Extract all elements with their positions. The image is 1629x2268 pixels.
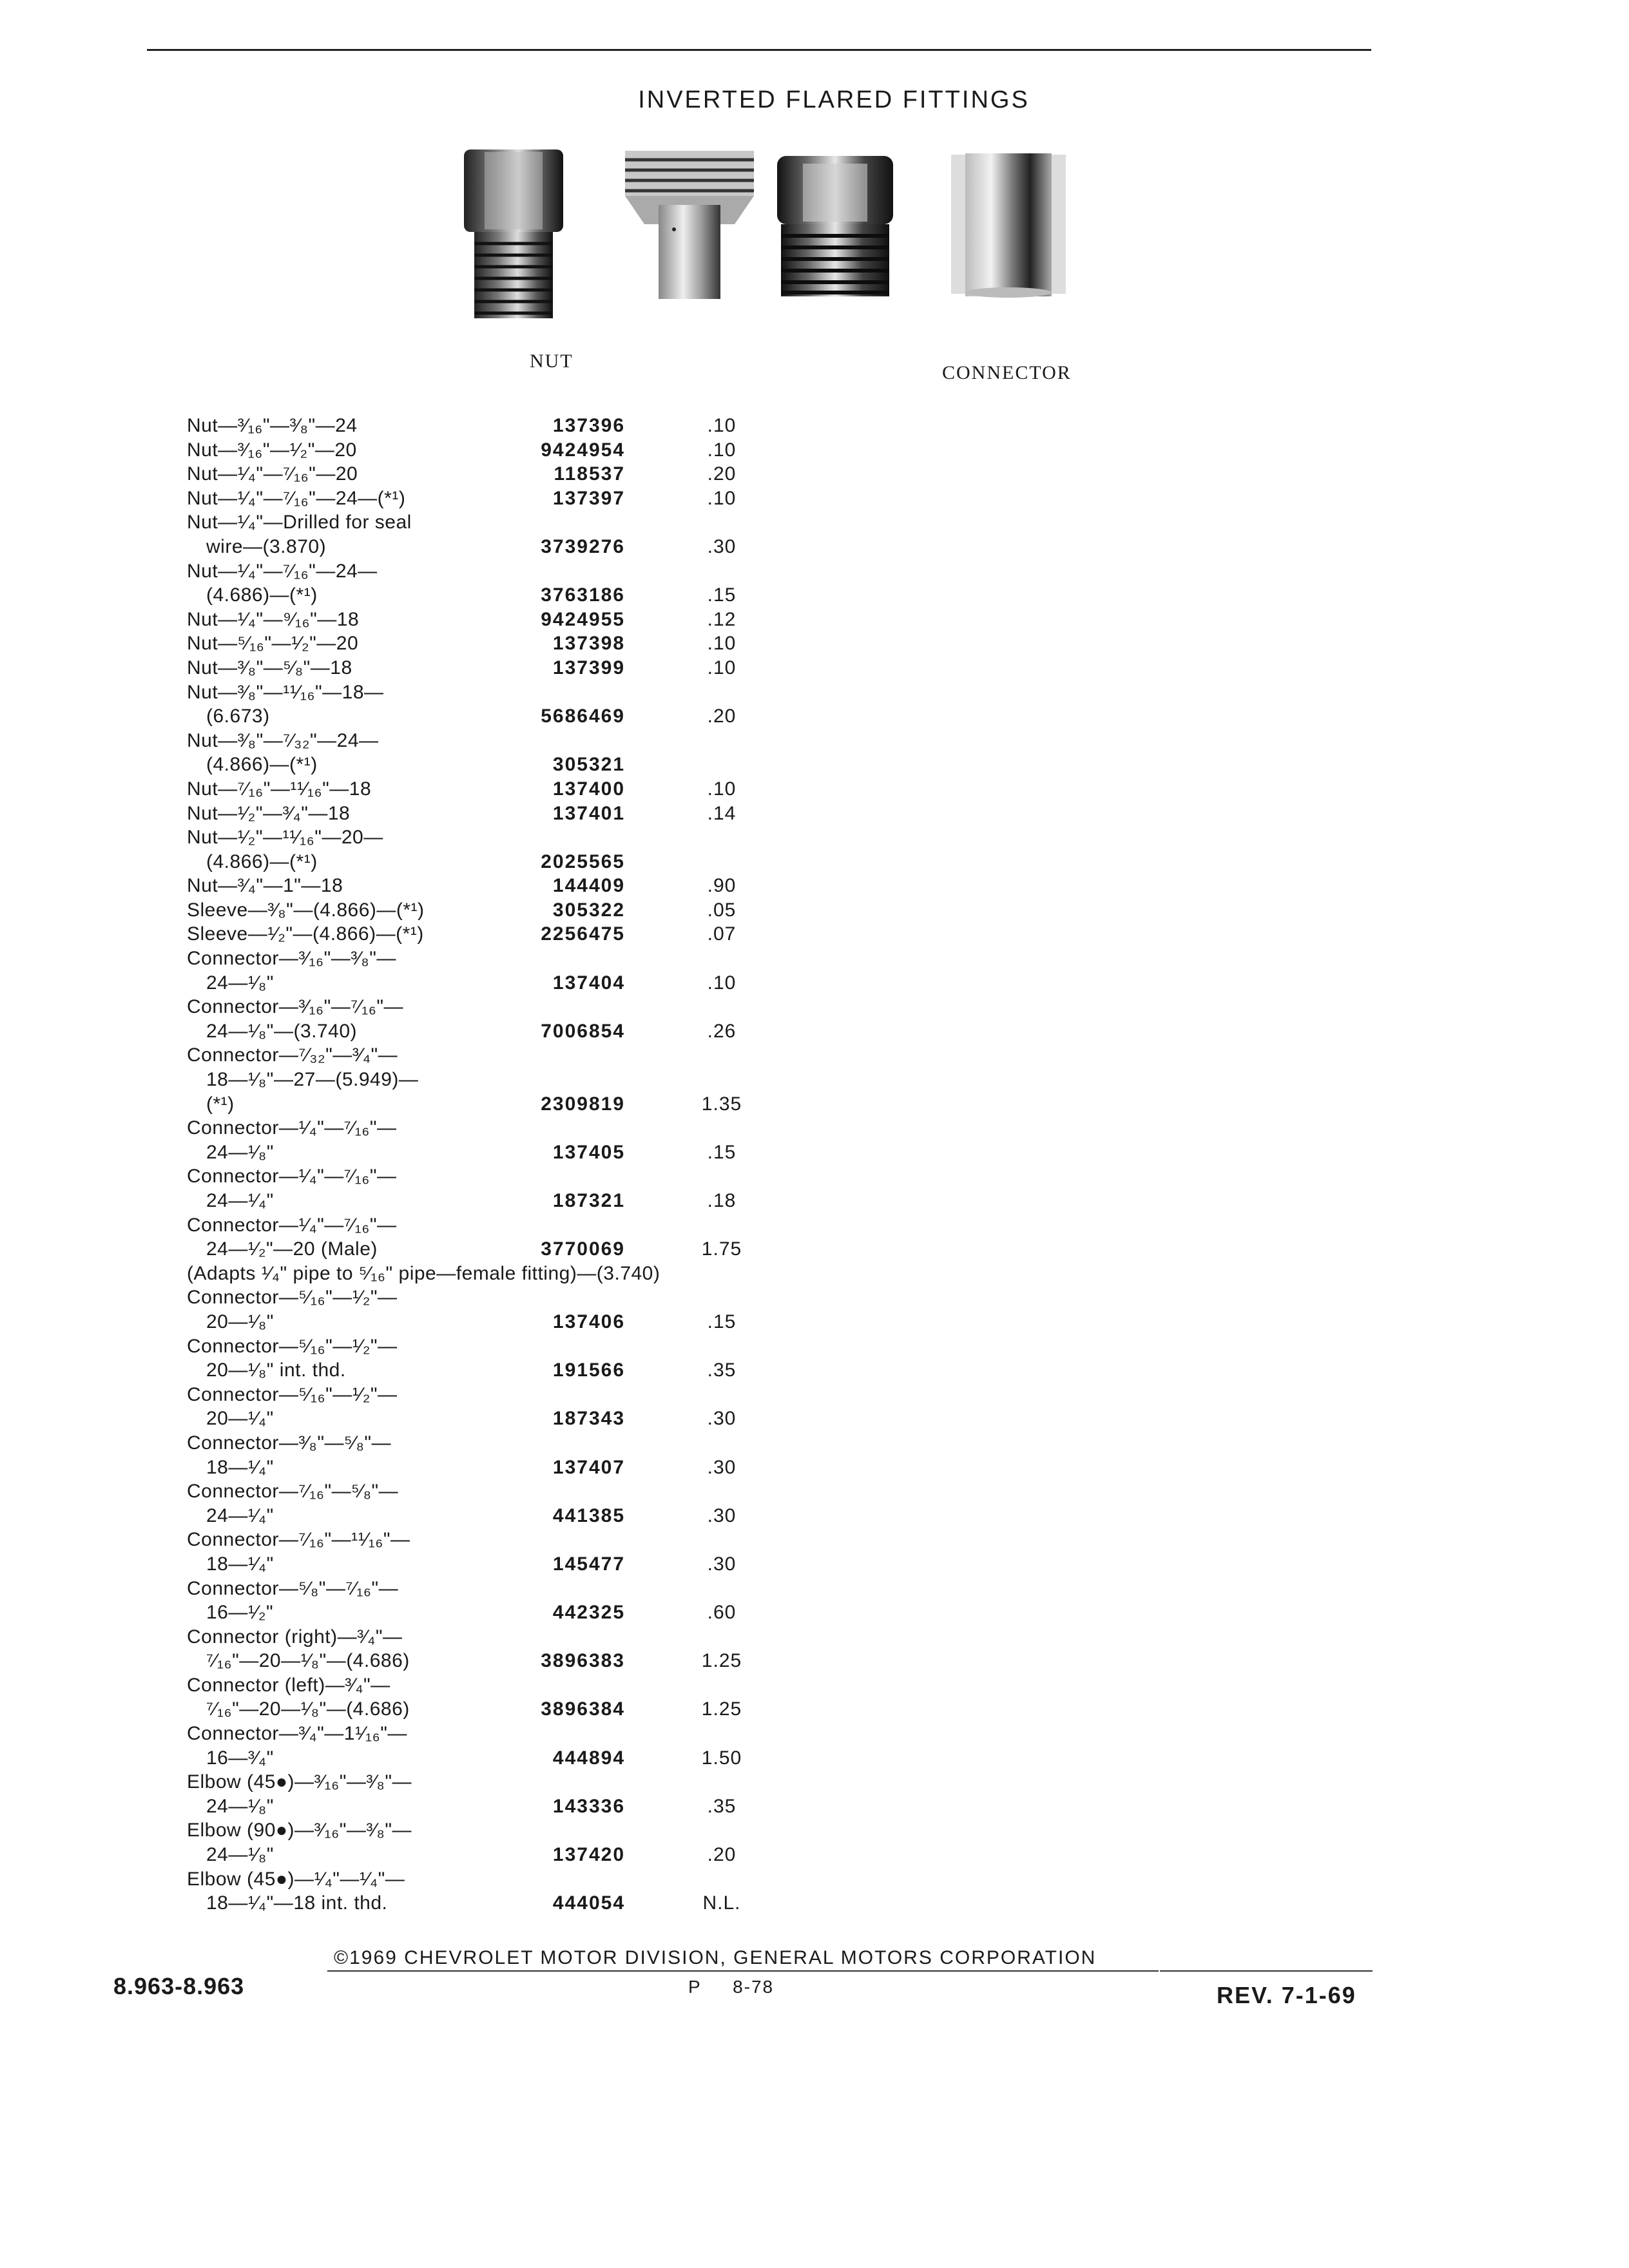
copyright-line: ©1969 CHEVROLET MOTOR DIVISION, GENERAL MOTORS CORPORATION [334,1947,1097,1968]
part-price: 1.35 [701,1093,742,1115]
part-row [187,1190,767,1215]
part-number: 143336 [552,1795,625,1817]
part-number: 305322 [552,899,625,921]
part-price: .20 [707,1844,737,1866]
part-description: Connector—⁵⁄₁₆"—¹⁄₂"— [187,1383,398,1405]
part-row [187,1021,767,1045]
part-price: .10 [707,778,737,800]
part-row [187,827,767,851]
part-number: 137407 [552,1456,625,1478]
part-row [187,996,767,1021]
nut-photo-2 [771,147,900,302]
part-description: 18—¹⁄₄" [206,1456,274,1478]
part-description: Connector—¹⁄₄"—⁷⁄₁₆"— [187,1214,397,1236]
part-number: 137397 [552,487,625,509]
part-number: 137400 [552,778,625,800]
connector-caption: CONNECTOR [942,362,1072,383]
part-price: .10 [707,972,737,994]
part-price: .15 [707,1311,737,1332]
part-price: .10 [707,657,737,678]
part-price: .20 [707,463,737,485]
part-row [187,1844,767,1869]
part-price: .20 [707,706,737,727]
part-description: Nut—¹⁄₄"—⁷⁄₁₆"—24—(*¹) [187,487,406,509]
part-row [187,633,767,657]
part-description: Nut—³⁄₈"—⁵⁄₈"—18 [187,657,352,678]
nut-caption: NUT [530,351,574,372]
part-number: 3896384 [541,1698,625,1720]
part-row [187,1166,767,1190]
part-number: 137401 [552,802,625,824]
part-description: 24—¹⁄₈" [206,1844,274,1866]
part-number: 3739276 [541,535,625,557]
part-number: 7006854 [541,1020,625,1042]
part-number: 137399 [552,657,625,678]
part-row [187,1747,767,1772]
part-row [187,1820,767,1844]
part-description: Nut—³⁄₈"—⁷⁄₃₂"—24— [187,729,379,751]
part-row [187,1384,767,1408]
part-description: Nut—¹⁄₂"—¹¹⁄₁₆"—20— [187,827,383,849]
part-number: 444894 [552,1747,625,1769]
part-price: 1.75 [701,1238,742,1260]
part-description: Connector—¹⁄₄"—⁷⁄₁₆"— [187,1166,397,1187]
part-row [187,1360,767,1384]
part-description: Connector—⁵⁄₈"—⁷⁄₁₆"— [187,1577,399,1599]
part-price: .60 [707,1602,737,1624]
part-description: 24—¹⁄₂"—20 (Male) [206,1238,378,1260]
part-price: .14 [707,802,737,824]
part-number: 444054 [552,1892,625,1914]
part-row [187,1069,767,1093]
part-price: 1.25 [701,1650,742,1672]
part-description: 16—³⁄₄" [206,1747,274,1769]
part-description: 18—¹⁄₄" [206,1553,274,1575]
part-price: .18 [707,1190,737,1211]
part-number: 5686469 [541,706,625,727]
part-description: Connector—³⁄₁₆"—³⁄₈"— [187,948,396,970]
page-number: P 8-78 [688,1977,775,1997]
part-number: 305321 [552,754,625,776]
part-description: (*¹) [206,1093,235,1115]
part-description: (4.866)—(*¹) [206,850,318,872]
part-description: (Adapts ¹⁄₄" pipe to ⁵⁄₁₆" pipe—female fitting)—(3.740) [187,1262,660,1284]
part-number: 3763186 [541,584,625,606]
part-row [187,1142,767,1166]
part-price: .10 [707,439,737,461]
part-number: 137405 [552,1141,625,1163]
part-price: .26 [707,1020,737,1042]
part-number: 191566 [552,1360,625,1381]
top-rule [147,49,1371,51]
part-row [187,561,767,585]
part-description: 18—¹⁄₈"—27—(5.949)— [206,1069,419,1091]
part-row [187,923,767,948]
part-description: 18—¹⁄₄"—18 int. thd. [206,1892,388,1914]
part-description: 24—¹⁄₈" [206,1795,274,1817]
part-row [187,1723,767,1747]
part-row [187,1311,767,1336]
part-number: 3896383 [541,1650,625,1672]
part-description: Connector—⁷⁄₃₂"—³⁄₄"— [187,1044,398,1066]
part-row [187,1698,767,1723]
part-row [187,1408,767,1432]
part-row [187,1457,767,1481]
part-description: 24—¹⁄₈" [206,1141,274,1163]
sleeve-photo [947,147,1070,302]
part-description: Elbow (45●)—¹⁄₄"—¹⁄₄"— [187,1868,405,1890]
part-row [187,899,767,924]
part-description: 20—¹⁄₈" [206,1311,274,1332]
part-row [187,1093,767,1118]
part-row [187,972,767,997]
part-description: Nut—³⁄₈"—¹¹⁄₁₆"—18— [187,681,384,703]
part-number: 2256475 [541,923,625,945]
part-row [187,1796,767,1820]
part-description: Connector—³⁄₄"—1¹⁄₁₆"— [187,1723,407,1745]
part-description: Nut—¹⁄₄"—⁹⁄₁₆"—18 [187,608,360,630]
part-row [187,1578,767,1602]
part-row [187,803,767,827]
part-row [187,1869,767,1893]
part-description: Connector—³⁄₁₆"—⁷⁄₁₆"— [187,996,404,1018]
part-number: 9424954 [541,439,625,461]
part-price: .35 [707,1360,737,1381]
part-price: 1.25 [701,1698,742,1720]
part-row [187,609,767,633]
part-number: 9424955 [541,608,625,630]
footer-rule-right [1160,1970,1373,1972]
part-number: 118537 [554,463,625,485]
part-number: 137396 [552,415,625,436]
part-row [187,754,767,778]
part-row [187,851,767,876]
nut-photo [459,147,568,321]
part-price: 1.50 [701,1747,742,1769]
part-number: 137420 [552,1844,625,1866]
part-number: 137398 [552,633,625,655]
part-description: wire—(3.870) [206,535,327,557]
part-description: (4.686)—(*¹) [206,584,318,606]
part-description: Nut—³⁄₁₆"—³⁄₈"—24 [187,415,358,436]
part-row [187,1892,767,1917]
part-row [187,1481,767,1505]
part-row [187,1263,767,1287]
part-row [187,1675,767,1699]
part-row [187,1215,767,1239]
part-row [187,1287,767,1311]
part-row [187,1432,767,1457]
part-row [187,1553,767,1578]
part-row [187,512,767,536]
footer-rule [327,1970,1159,1972]
part-description: Nut—³⁄₁₆"—¹⁄₂"—20 [187,439,357,461]
part-description: Nut—¹⁄₄"—⁷⁄₁₆"—24— [187,560,378,582]
part-row [187,1117,767,1142]
part-number: 145477 [552,1553,625,1575]
part-description: Nut—¹⁄₂"—³⁄₄"—18 [187,802,351,824]
part-row [187,706,767,730]
part-row [187,1044,767,1069]
part-number: 137406 [552,1311,625,1332]
part-price: .05 [707,899,737,921]
part-price: .30 [707,1504,737,1526]
part-description: 20—¹⁄₈" int. thd. [206,1360,346,1381]
part-description: 16—¹⁄₂" [206,1602,274,1624]
part-price: .12 [707,608,737,630]
part-price: .10 [707,415,737,436]
part-price: .30 [707,1456,737,1478]
part-description: Sleeve—³⁄₈"—(4.866)—(*¹) [187,899,425,921]
part-description: ⁷⁄₁₆"—20—¹⁄₈"—(4.686) [206,1698,410,1720]
part-description: Connector—⁵⁄₁₆"—¹⁄₂"— [187,1335,398,1357]
part-price: .15 [707,584,737,606]
part-description: Nut—³⁄₄"—1"—18 [187,875,343,897]
part-row [187,682,767,706]
parts-list [187,415,767,1917]
part-row [187,584,767,609]
part-number: 3770069 [541,1238,625,1260]
part-row [187,948,767,972]
section-code: 8.963-8.963 [113,1973,245,1999]
part-row [187,1650,767,1675]
part-row [187,1336,767,1360]
part-price: .35 [707,1795,737,1817]
part-row [187,730,767,754]
part-price: .30 [707,535,737,557]
part-price: .15 [707,1141,737,1163]
part-row [187,463,767,488]
part-number: 442325 [552,1602,625,1624]
part-number: 441385 [552,1504,625,1526]
part-row [187,1529,767,1553]
part-row [187,657,767,682]
part-description: 24—¹⁄₈" [206,972,274,994]
part-description: Connector (right)—³⁄₄"— [187,1626,403,1648]
part-price: N.L. [702,1892,741,1914]
part-row [187,1602,767,1626]
part-number: 2309819 [541,1093,625,1115]
part-description: Elbow (90●)—³⁄₁₆"—³⁄₈"— [187,1820,412,1841]
part-number: 187343 [552,1408,625,1430]
page-title: INVERTED FLARED FITTINGS [638,86,1030,113]
part-row [187,778,767,803]
part-number: 144409 [552,875,625,897]
part-number: 2025565 [541,850,625,872]
part-description: 24—¹⁄₈"—(3.740) [206,1020,358,1042]
part-number: 187321 [552,1190,625,1211]
part-description: Connector—⁷⁄₁₆"—¹¹⁄₁₆"— [187,1529,410,1551]
part-description: Connector—¹⁄₄"—⁷⁄₁₆"— [187,1117,397,1139]
part-description: Connector—⁷⁄₁₆"—⁵⁄₈"— [187,1481,399,1503]
part-description: Sleeve—¹⁄₂"—(4.866)—(*¹) [187,923,424,945]
part-row [187,415,767,439]
part-price: .07 [707,923,737,945]
part-description: (4.866)—(*¹) [206,754,318,776]
part-price: .10 [707,487,737,509]
part-row [187,536,767,561]
part-price: .10 [707,633,737,655]
part-description: ⁷⁄₁₆"—20—¹⁄₈"—(4.686) [206,1650,410,1672]
part-row [187,1505,767,1530]
part-description: Nut—⁵⁄₁₆"—¹⁄₂"—20 [187,633,359,655]
part-row [187,1238,767,1263]
part-description: Nut—¹⁄₄"—Drilled for seal [187,512,412,533]
part-description: Elbow (45●)—³⁄₁₆"—³⁄₈"— [187,1771,412,1793]
part-description: 20—¹⁄₄" [206,1408,274,1430]
part-price: .30 [707,1553,737,1575]
part-description: (6.673) [206,706,270,727]
part-row [187,488,767,512]
part-description: Connector—³⁄₈"—⁵⁄₈"— [187,1432,392,1454]
part-description: 24—¹⁄₄" [206,1504,274,1526]
part-number: 137404 [552,972,625,994]
revision-date: REV. 7-1-69 [1217,1982,1356,2008]
part-description: Nut—¹⁄₄"—⁷⁄₁₆"—20 [187,463,358,485]
part-row [187,1626,767,1651]
part-description: Nut—⁷⁄₁₆"—¹¹⁄₁₆"—18 [187,778,372,800]
part-description: Connector—⁵⁄₁₆"—¹⁄₂"— [187,1287,398,1309]
part-row [187,875,767,899]
part-description: Connector (left)—³⁄₄"— [187,1674,390,1696]
part-description: 24—¹⁄₄" [206,1190,274,1211]
part-price: .30 [707,1408,737,1430]
connector-photo [619,147,760,302]
part-price: .90 [707,875,737,897]
part-row [187,439,767,464]
part-row [187,1771,767,1796]
